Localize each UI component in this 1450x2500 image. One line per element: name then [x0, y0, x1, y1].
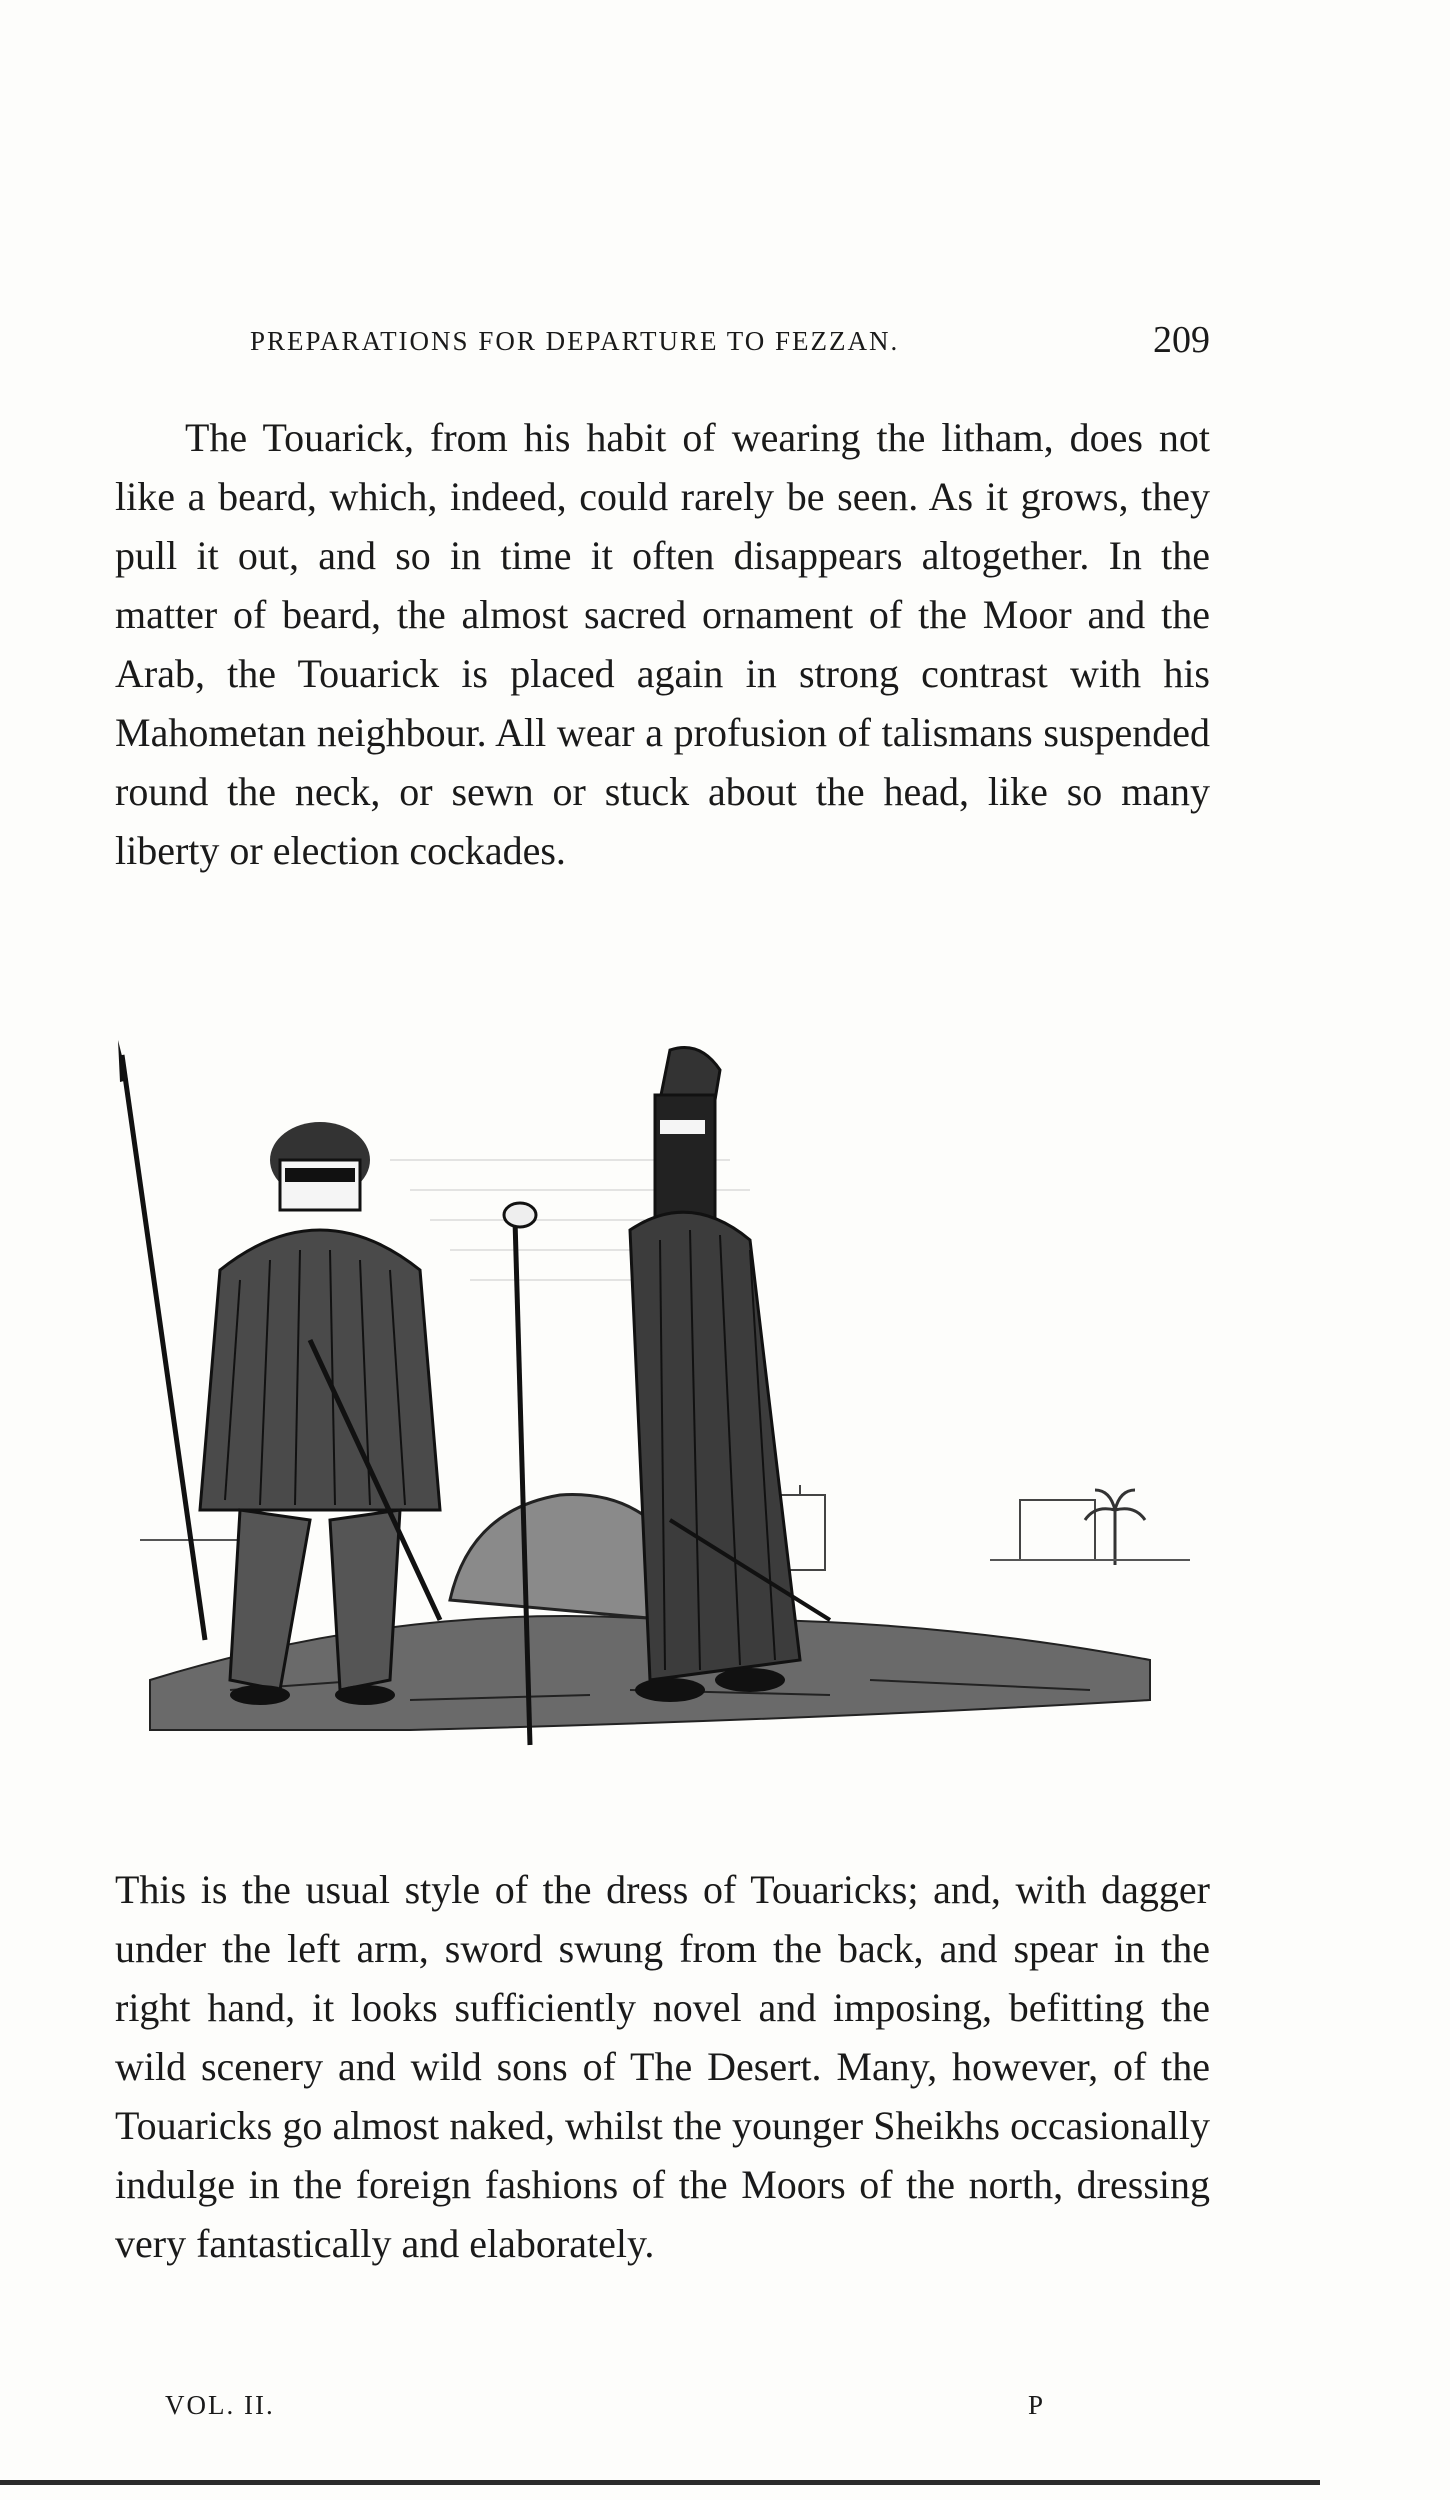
- signature-mark: P: [1027, 2390, 1045, 2420]
- engraving-illustration-icon: [110, 1040, 1220, 1760]
- left-touarick-figure: [200, 1122, 440, 1705]
- running-title: PREPARATIONS FOR DEPARTURE TO FEZZAN.: [250, 326, 900, 356]
- running-header: [250, 318, 1210, 366]
- page-footer: [165, 2390, 1045, 2430]
- page-number: 209: [1153, 319, 1210, 361]
- illustration-two-touaricks: [110, 1040, 1220, 1760]
- spear-tip: [118, 1040, 128, 1082]
- volume-mark: VOL. II.: [165, 2390, 275, 2420]
- paragraph-dress-description: This is the usual style of the dress of Touaricks; and, with dagger under the left arm, sword swung from the back, and spear in the right hand, it looks sufficiently novel and imposing, befitting the wild scenery and wild sons of The Desert. Many, however, of the Touaricks go almost naked, whilst the younger Sheikhs occasionally indulge in the foreign fashions of the Moors of the north, dressing very fantastically and elaborately.: [115, 1867, 1210, 2266]
- bottom-rule: [0, 2480, 1320, 2485]
- spear: [122, 1055, 205, 1640]
- paragraph-beard-talismans: The Touarick, from his habit of wearing the litham, does not like a beard, which, indeed, could rarely be seen. As it grows, they pull it out, and so in time it often disappears altogether. In the matter of beard, the almost sacred ornament of the Moor and the Arab, the Touarick is placed again in strong contrast with his Mahometan neighbour. All wear a profusion of talismans suspended round the neck, or sewn or stuck about the head, like so many liberty or election cockades.: [115, 415, 1210, 873]
